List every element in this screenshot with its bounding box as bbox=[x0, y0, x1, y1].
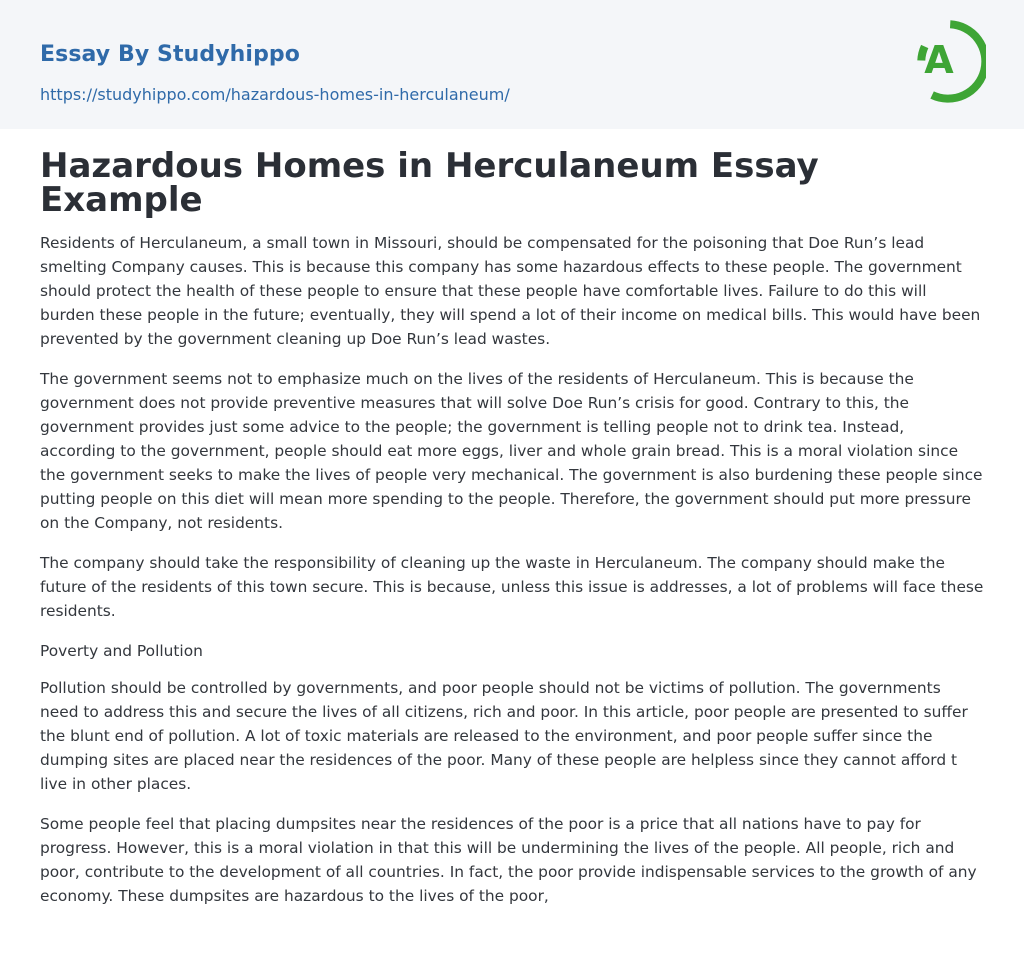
article bbox=[0, 146, 1024, 908]
site-header bbox=[0, 0, 1024, 129]
article-paragraph: The government seems not to emphasize much on the lives of the residents of Herculaneum. This is because the government does not provide preventive measures that will solve Doe Run’s crisis for good. Contrary to this, the government provides just some advice to the people; the government is telling people not to drink tea. Instead, according to the government, people should eat more eggs, liver and whole grain bread. This is a moral violation since the government seeks to make the lives of people very mechanical. The government is also burdening these people since putting people on this diet will mean more spending to the people. Therefore, the government should put more pressure on the Company, not residents. bbox=[40, 370, 983, 532]
section-subheading: Poverty and Pollution bbox=[40, 642, 203, 660]
page-url-link[interactable]: https://studyhippo.com/hazardous-homes-in-herculaneum/ bbox=[40, 85, 510, 104]
page-title: Hazardous Homes in Herculaneum Essay Example bbox=[40, 146, 819, 220]
article-paragraph: Some people feel that placing dumpsites near the residences of the poor is a price that all nations have to pay for progress. However, this is a moral violation in that this will be undermining the lives of the people. All people, rich and poor, contribute to the development of all countries. In fact, the poor provide indispensable services to the growth of any economy. These dumpsites are hazardous to the lives of the poor, bbox=[40, 815, 977, 905]
article-paragraph: Pollution should be controlled by governments, and poor people should not be victims of pollution. The governments need to address this and secure the lives of all citizens, rich and poor. In this article, poor people are presented to suffer the blunt end of pollution. A lot of toxic materials are released to the environment, and poor people suffer since the dumping sites are placed near the residences of the poor. Many of these people are helpless since they cannot afford t live in other places. bbox=[40, 679, 968, 793]
article-paragraph: The company should take the responsibility of cleaning up the waste in Herculaneum. The company should make the future of the residents of this town secure. This is because, unless this issue is addresses, a lot of problems will face these residents. bbox=[40, 554, 984, 620]
brand-title[interactable]: Essay By Studyhippo bbox=[40, 42, 300, 67]
logo-letter: A bbox=[924, 38, 954, 82]
article-paragraph: Residents of Herculaneum, a small town in Missouri, should be compensated for the poisoning that Doe Run’s lead smelting Company causes. This is because this company has some hazardous effects to these people. The government should protect the health of these people to ensure that these people have comfortable lives. Failure to do this will burden these people in the future; eventually, they will spend a lot of their income on medical bills. This would have been prevented by the government cleaning up Doe Run’s lead wastes. bbox=[40, 234, 981, 348]
a-letter-ring-logo-icon[interactable] bbox=[912, 18, 986, 106]
